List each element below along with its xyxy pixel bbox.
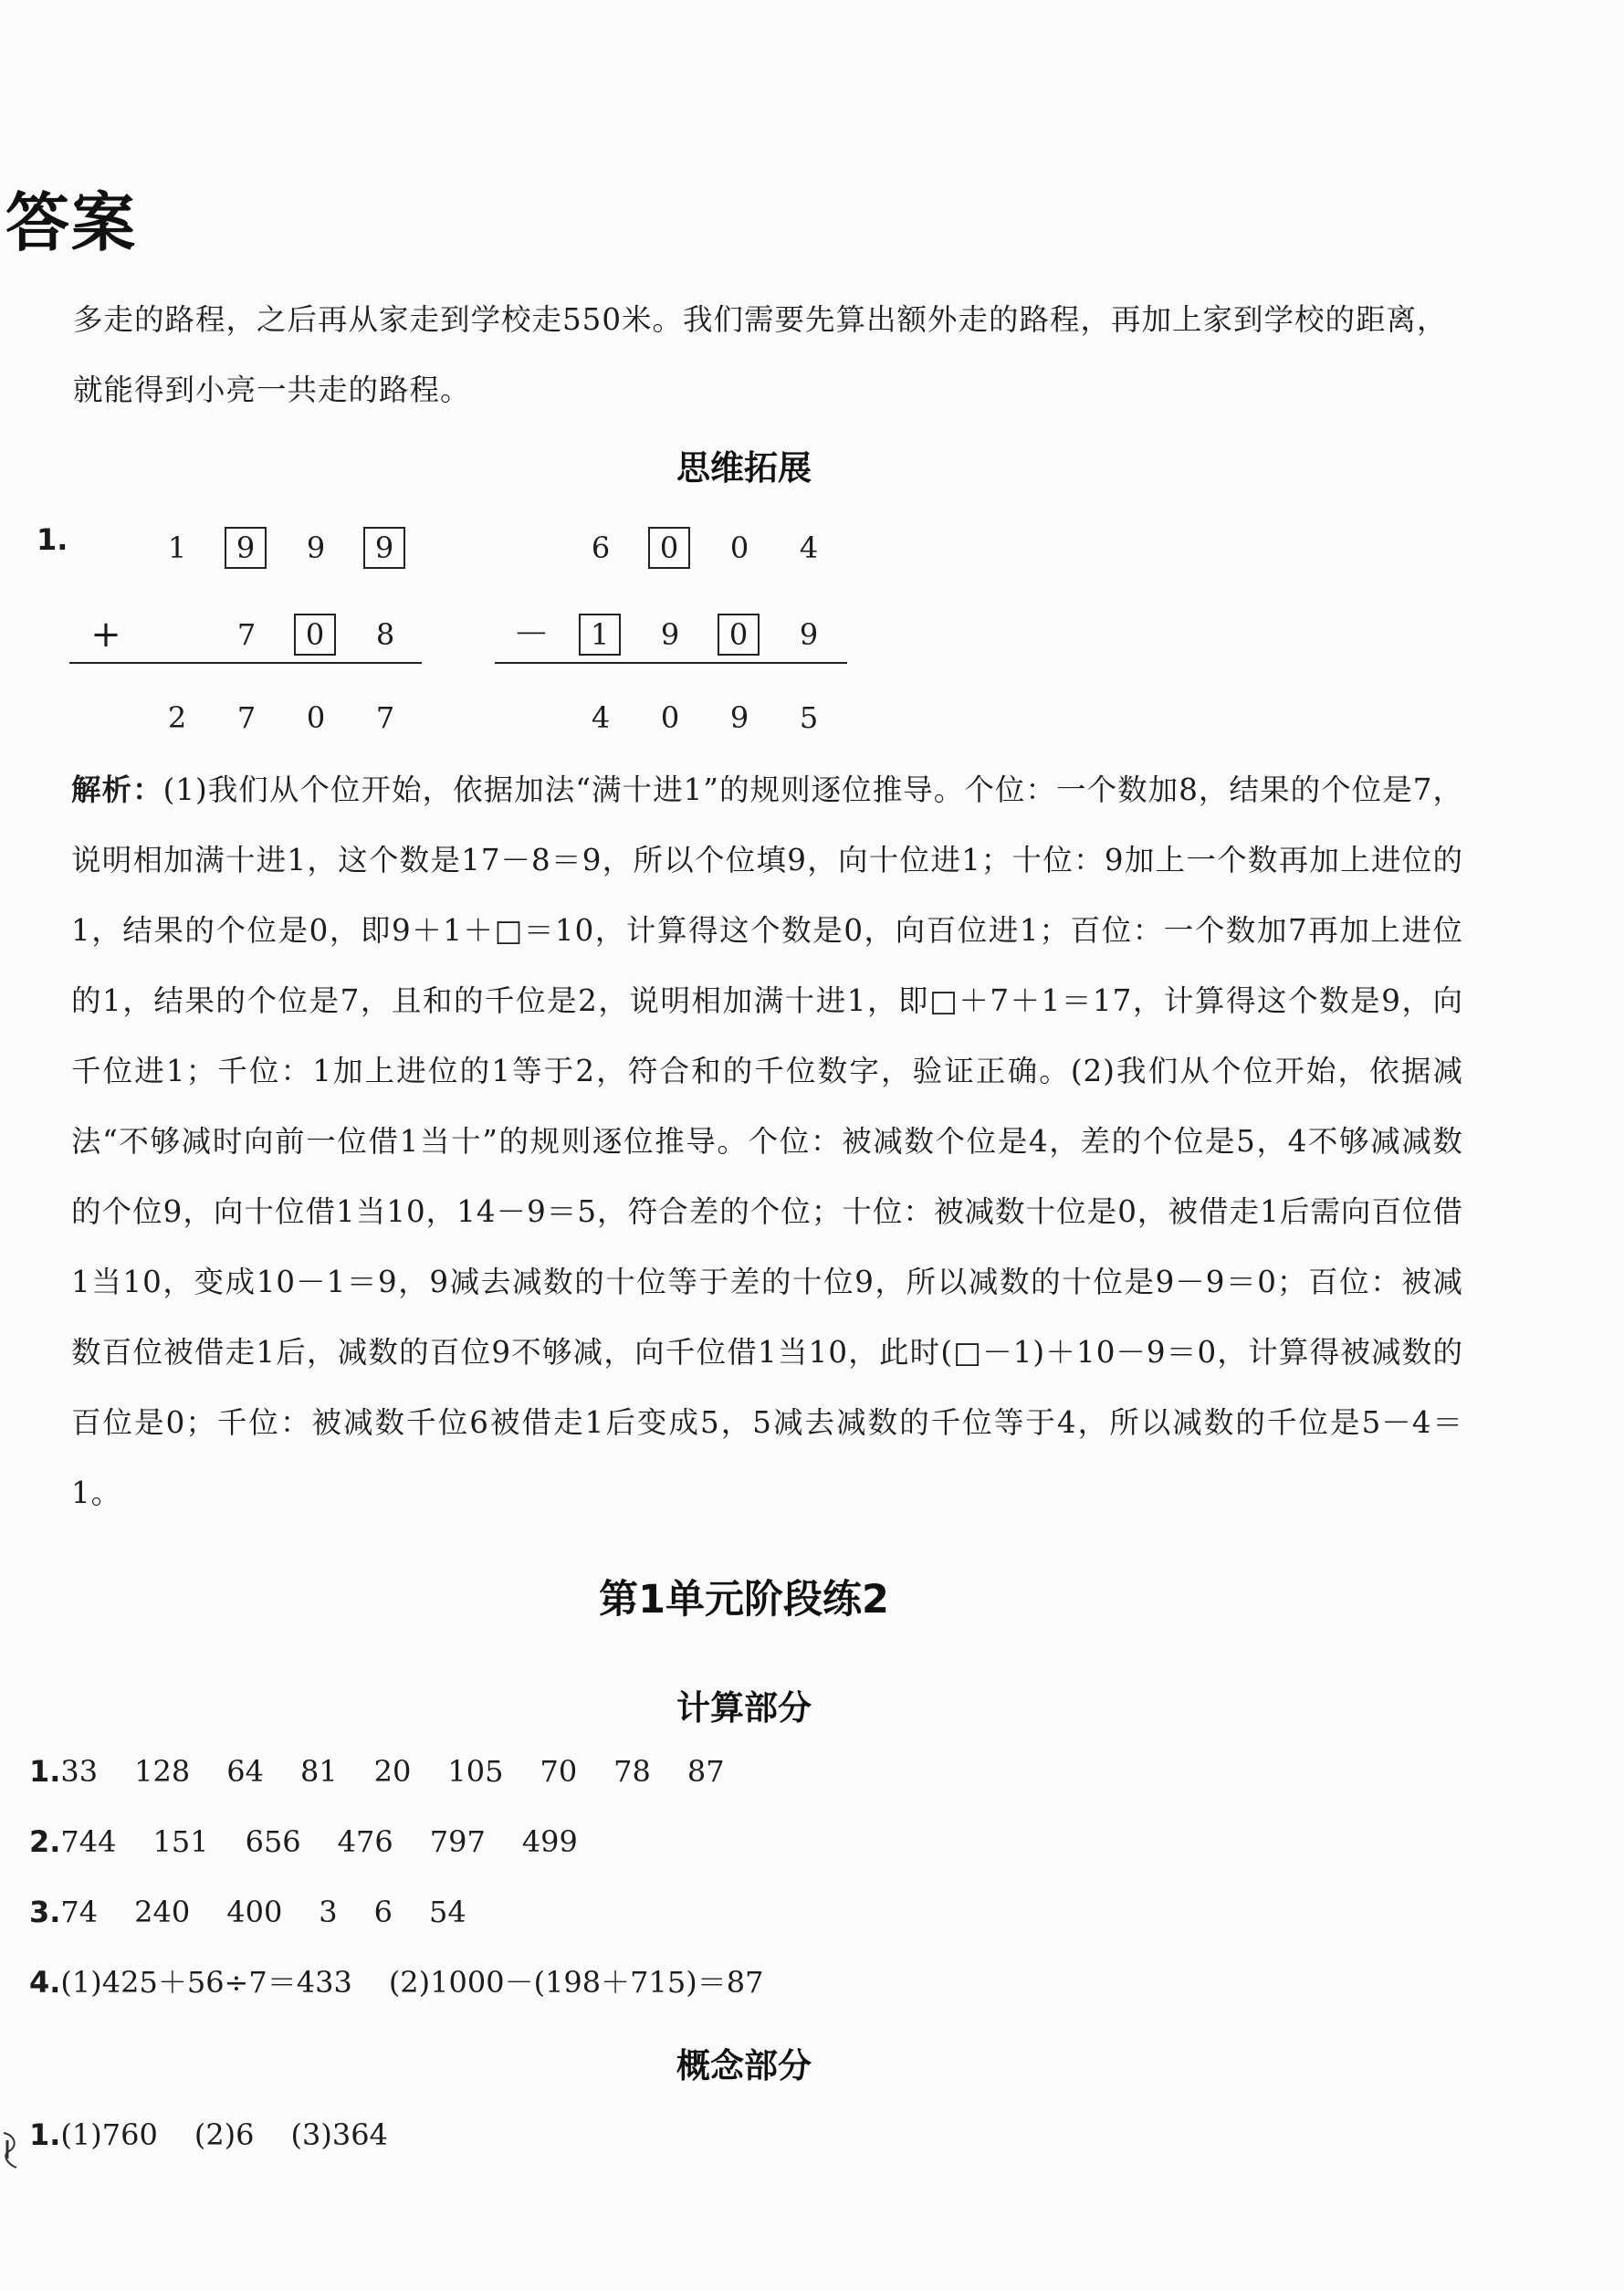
subtraction-row2-digit: 9 — [799, 617, 819, 652]
answer-number: 4. — [29, 1965, 61, 2000]
answer-value: 81 — [299, 1754, 338, 1789]
answer-value: 3 — [319, 1895, 338, 1929]
unit-heading: 第1单元阶段练2 — [599, 1577, 889, 1623]
addition-row1-digit-boxed: 9 — [363, 527, 405, 569]
answer-value: 240 — [134, 1895, 191, 1929]
answer-value: 151 — [152, 1824, 209, 1859]
subtraction-row1-digit: 0 — [729, 530, 749, 565]
addition-result-digit: 7 — [375, 700, 395, 735]
answer-number: 2. — [29, 1824, 61, 1859]
calc-answer-row — [29, 1891, 503, 1933]
page-corner-mark — [0, 2127, 24, 2171]
answer-value: 128 — [134, 1754, 191, 1789]
answer-value: 78 — [613, 1754, 651, 1789]
section-heading-concept: 概念部分 — [676, 2046, 812, 2085]
addition-row1-digit: 1 — [167, 530, 187, 565]
concept-answer-row — [29, 2114, 424, 2156]
addition-row2-digit: 8 — [375, 617, 395, 652]
calc-answer-row — [29, 1961, 800, 2003]
answer-value: (2)6 — [194, 2117, 255, 2152]
answer-value: 64 — [226, 1754, 264, 1789]
section-heading-calc: 计算部分 — [676, 1688, 812, 1728]
answer-number: 3. — [29, 1895, 61, 1929]
answer-value: 6 — [373, 1895, 393, 1929]
addition-row2-digit-boxed: 0 — [294, 614, 336, 656]
subtraction-result-digit: 0 — [660, 700, 680, 735]
answer-value: 74 — [60, 1895, 99, 1929]
answer-value: 476 — [337, 1824, 393, 1859]
answer-value: 20 — [373, 1754, 412, 1789]
addition-result-digit: 2 — [167, 700, 187, 735]
answer-number: 1. — [29, 1754, 61, 1789]
calc-answer-row — [29, 1821, 614, 1863]
addition-row1-digit: 9 — [306, 530, 326, 565]
subtraction-row1-digit: 6 — [591, 530, 611, 565]
answer-value: 105 — [447, 1754, 504, 1789]
subtraction-row1-digit: 4 — [799, 530, 819, 565]
explanation-label: 解析： — [71, 772, 163, 807]
explanation-text: (1)我们从个位开始，依据加法“满十进1”的规则逐位推导。个位：一个数加8，结果的个位是7，说明相加满十进1，这个数是17－8＝9，所以个位填9，向十位进1；十位：9加上一个数再加上进位的1，结果的个位是0，即9＋1＋□＝10，计算得这个数是0，向百位进1；百位：一个数加7再加上进位的1，结果的个位是7，且和的千位是2，说明相加满十进1，即□＋7＋1＝17，计算得这个数是9，向千位进1；千位：1加上进位的1等于2，符合和的千位数字，验证正确。(2)我们从个位开始，依据减法“不够减时向前一位借1当十”的规则逐位推导。个位：被减数个位是4，差的个位是5，4不够减减数的个位9，向十位借1当10，14－9＝5，符合差的个位；十位：被减数十位是0，被借走1后需向百位借1当10，变成10－1＝9，9减去减数的十位等于差的十位9，所以减数的十位是9－9＝0；百位：被减数百位被借走1后，减数的百位9不够减，向千位借1当10，此时(□－1)＋10－9＝0，计算得被减数的百位是0；千位：被减数千位6被借走1后变成5，5减去减数的千位等于4，所以减数的千位是5－4＝1。 — [71, 772, 1463, 1510]
answer-value: (2)1000－(198＋715)＝87 — [388, 1965, 764, 2000]
answer-value: (1)760 — [60, 2117, 158, 2152]
answer-value: 656 — [245, 1824, 301, 1859]
subtraction-row2-digit: 9 — [660, 617, 680, 652]
plus-operator: + — [90, 614, 121, 656]
subtraction-row1-digit-boxed: 0 — [648, 527, 690, 569]
addition-rule-line — [69, 662, 422, 664]
answer-value: 400 — [226, 1895, 283, 1929]
subtraction-result-digit: 4 — [591, 700, 611, 735]
minus-operator: － — [513, 614, 550, 656]
problem-number: 1. — [37, 522, 68, 557]
addition-row1-digit-boxed: 9 — [225, 527, 267, 569]
explanation-paragraph — [71, 755, 1463, 1528]
answer-value: 70 — [540, 1754, 578, 1789]
subtraction-rule-line — [495, 662, 847, 664]
answer-value: 54 — [429, 1895, 466, 1929]
subtraction-row2-digit-boxed: 1 — [579, 614, 621, 656]
answer-value: 797 — [429, 1824, 486, 1859]
answer-value: 33 — [60, 1754, 99, 1789]
answer-value: 744 — [60, 1824, 117, 1859]
subtraction-result-digit: 9 — [729, 700, 749, 735]
subtraction-result-digit: 5 — [799, 700, 819, 735]
answer-value: 87 — [686, 1754, 725, 1789]
answer-value: 499 — [521, 1824, 578, 1859]
addition-result-digit: 7 — [236, 700, 257, 735]
addition-result-digit: 0 — [306, 700, 326, 735]
section-heading-thinking: 思维拓展 — [676, 448, 812, 488]
answer-value: (3)364 — [290, 2117, 388, 2152]
calc-answer-row — [29, 1750, 761, 1792]
addition-row2-digit: 7 — [236, 617, 257, 652]
page-title: 答案 — [5, 185, 137, 260]
subtraction-row2-digit-boxed: 0 — [718, 614, 760, 656]
answer-number: 1. — [29, 2117, 61, 2152]
intro-paragraph: 多走的路程，之后再从家走到学校走550米。我们需要先算出额外走的路程，再加上家到学校的距离，就能得到小亮一共走的路程。 — [73, 302, 1448, 407]
answer-value: (1)425＋56÷7＝433 — [60, 1965, 352, 2000]
